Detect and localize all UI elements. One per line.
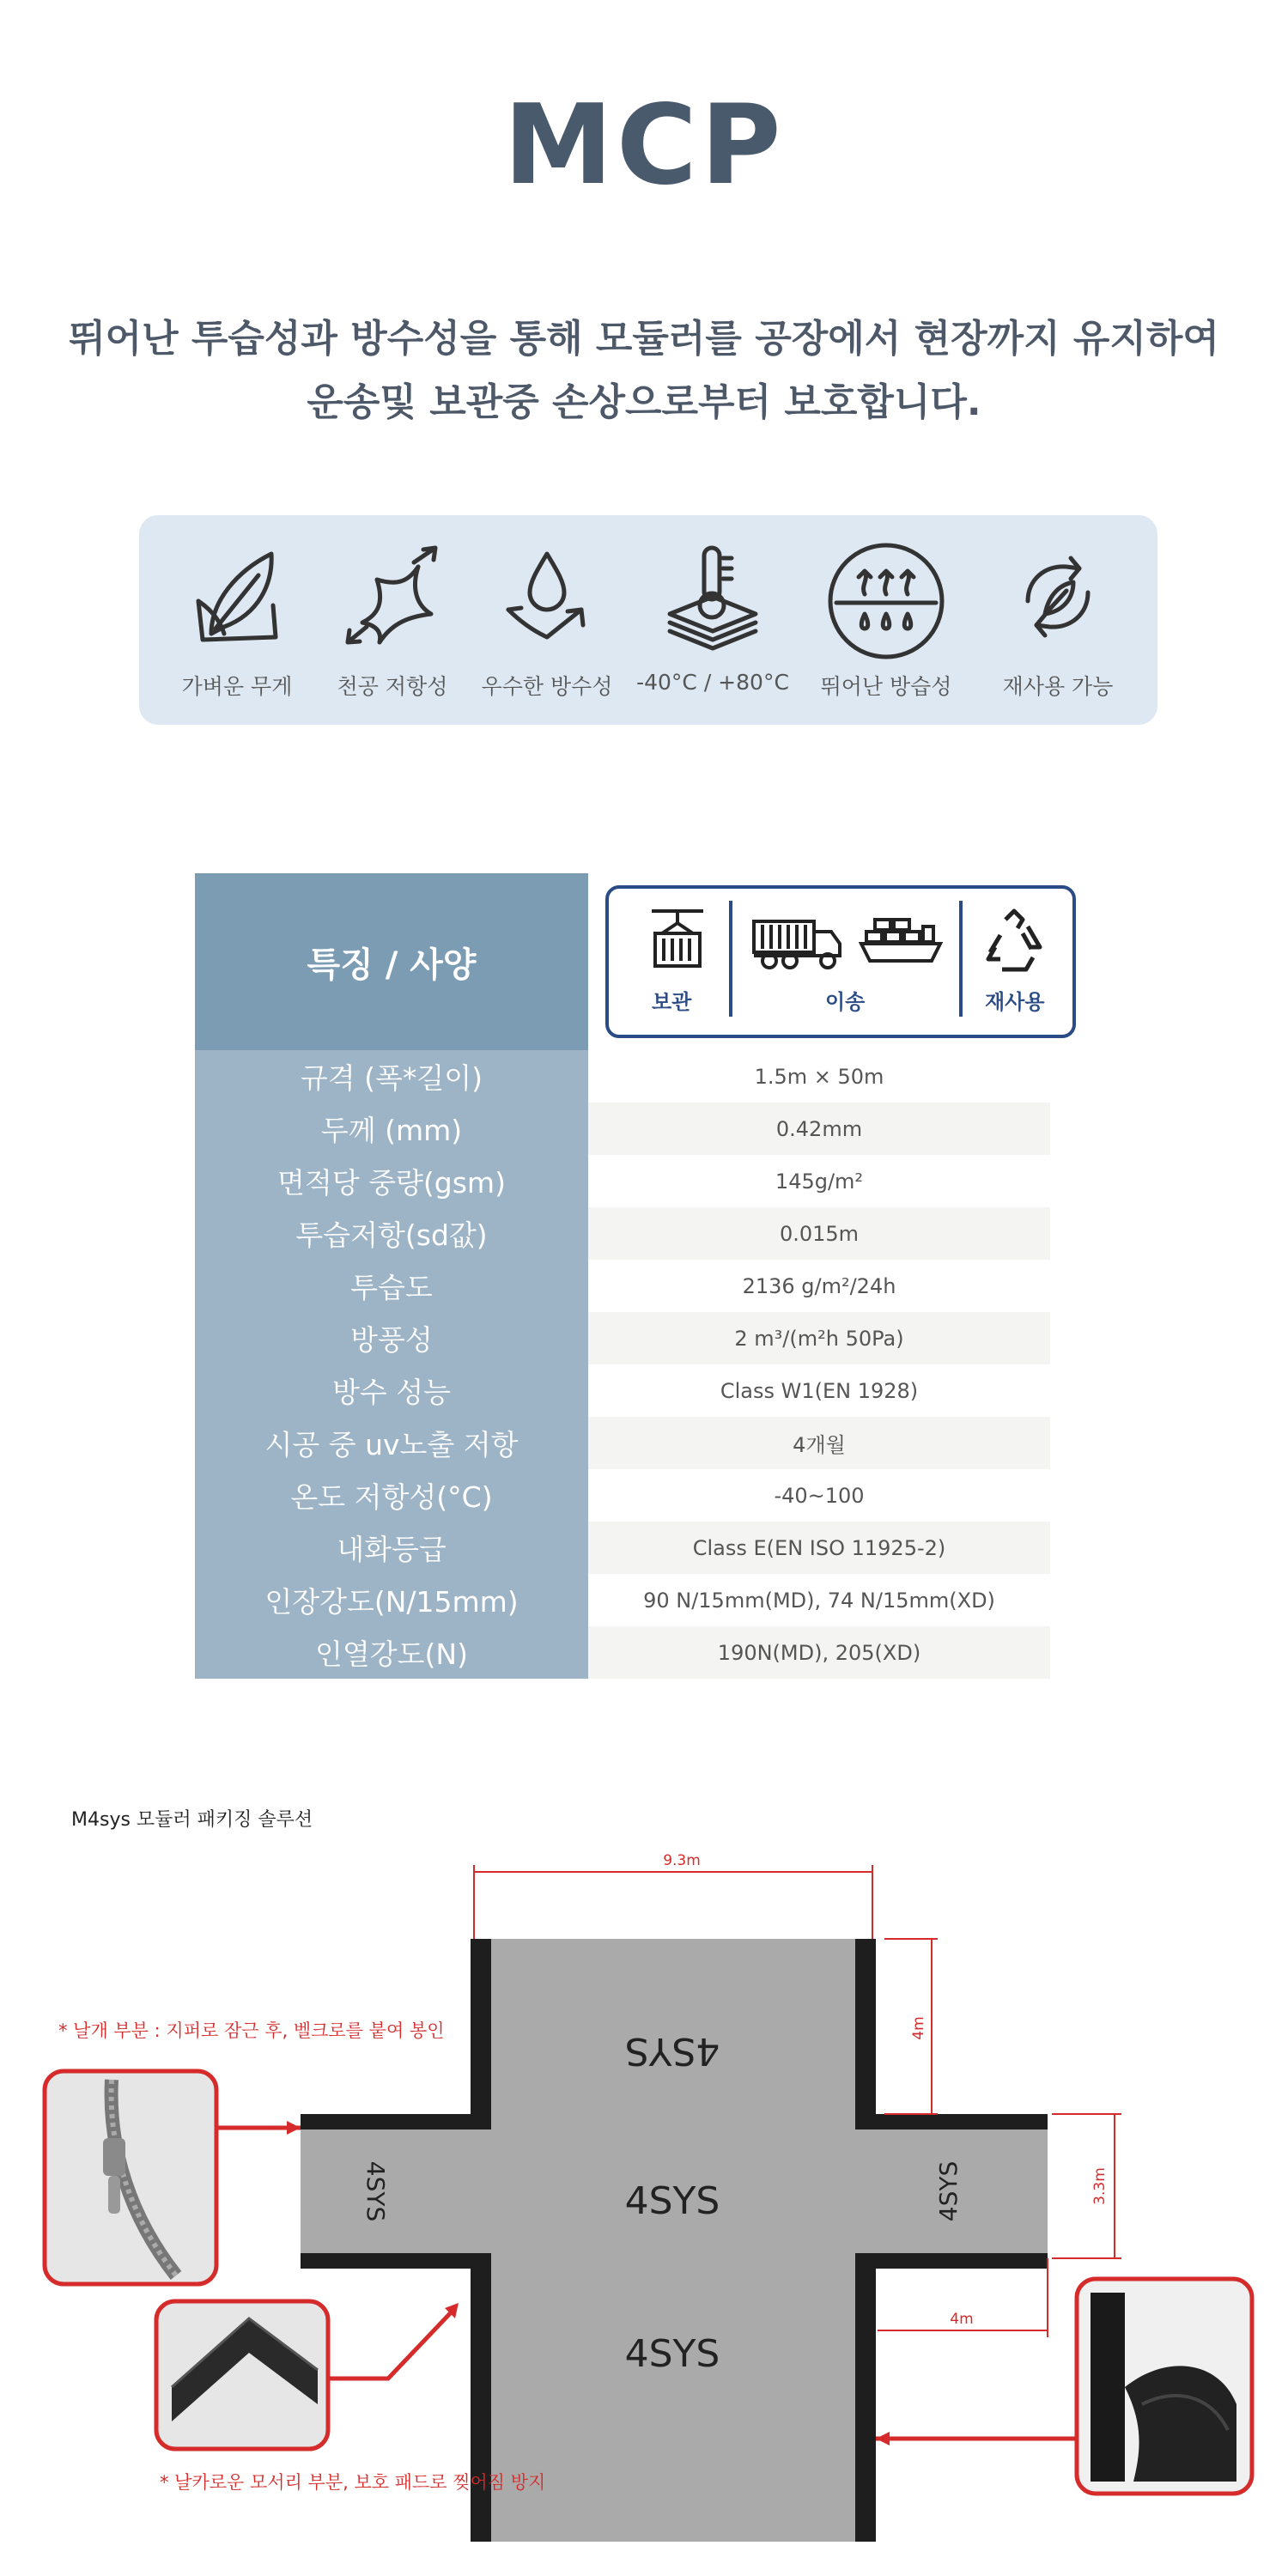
feature-label: 우수한 방수성	[481, 674, 613, 699]
spec-key: 방풍성	[195, 1312, 588, 1364]
page-title: MCP	[503, 82, 785, 210]
waterdrop-icon	[487, 541, 607, 653]
table-row	[195, 1155, 1050, 1207]
feature-reusable	[981, 541, 1135, 701]
dim-label-side-height: 3.3m	[1091, 2167, 1109, 2205]
zipper-photo	[45, 2071, 216, 2284]
usage-transport-label: 이송	[825, 990, 866, 1014]
table-row	[195, 1417, 1050, 1469]
feature-waterproof	[470, 541, 624, 701]
table-row	[195, 1050, 1050, 1103]
feature-panel	[139, 515, 1157, 725]
spec-value: 145g/m²	[588, 1155, 1050, 1207]
velcro-photo	[1077, 2279, 1252, 2494]
table-row	[195, 1522, 1050, 1574]
table-row	[195, 1469, 1050, 1522]
logo-mark-top: 4SYS	[624, 2029, 720, 2073]
spec-value: 190N(MD), 205(XD)	[588, 1626, 1050, 1679]
feature-label: -40°C / +80°C	[636, 670, 789, 695]
spec-value: 4개월	[588, 1417, 1050, 1469]
spec-value: 2136 g/m²/24h	[588, 1260, 1050, 1312]
diagram-title: M4sys 모듈러 패키징 솔루션	[71, 1809, 313, 1831]
feature-label: 뛰어난 방습성	[820, 674, 952, 699]
spec-key: 인열강도(N)	[195, 1626, 588, 1679]
table-row	[195, 1312, 1050, 1364]
arrow-head	[287, 2121, 301, 2135]
corner-pad-photo	[156, 2301, 328, 2449]
spec-value: Class W1(EN 1928)	[588, 1364, 1050, 1417]
spec-key: 투습저항(sd값)	[195, 1207, 588, 1260]
feature-label: 천공 저항성	[337, 674, 448, 699]
table-row	[195, 1364, 1050, 1417]
arrow-head	[876, 2432, 890, 2445]
spec-value: 2 m³/(m²h 50Pa)	[588, 1312, 1050, 1364]
spec-rows	[195, 1050, 1050, 1679]
spec-key: 내화등급	[195, 1522, 588, 1574]
dim-label-width: 9.3m	[663, 1852, 701, 1869]
crane-container-icon	[643, 904, 712, 973]
usage-storage-label: 보관	[652, 990, 692, 1014]
spec-key: 인장강도(N/15mm)	[195, 1574, 588, 1626]
spec-key: 온도 저항성(°C)	[195, 1469, 588, 1522]
dim-label-flap-height: 4m	[910, 2016, 927, 2040]
feature-vapor-barrier	[809, 541, 963, 701]
feature-label: 재사용 가능	[1002, 674, 1114, 699]
ship-icon	[858, 914, 944, 975]
feature-temperature	[635, 541, 790, 695]
usage-divider	[959, 901, 963, 1017]
spec-key: 면적당 중량(gsm)	[195, 1155, 588, 1207]
feather-icon	[177, 541, 297, 653]
spec-value: Class E(EN ISO 11925-2)	[588, 1522, 1050, 1574]
packaging-diagram	[0, 1838, 1288, 2576]
feature-label: 가벼운 무게	[181, 674, 293, 699]
callout-corner-text: * 날카로운 모서리 부분, 보호 패드로 찢어짐 방지	[160, 2472, 546, 2493]
truck-icon	[750, 914, 845, 975]
subtitle-line-1: 뛰어난 투습성과 방수성을 통해 모듈러를 공장에서 현장까지 유지하여	[69, 317, 1219, 361]
logo-mark-left: 4SYS	[361, 2160, 390, 2222]
spec-value: -40~100	[588, 1469, 1050, 1522]
usage-box	[605, 885, 1076, 1038]
puncture-resist-icon	[332, 541, 453, 653]
table-row	[195, 1207, 1050, 1260]
subtitle-line-2: 운송및 보관중 손상으로부터 보호합니다.	[307, 380, 981, 424]
spec-value: 1.5m × 50m	[588, 1050, 1050, 1103]
spec-key: 투습도	[195, 1260, 588, 1312]
spec-table-header: 특징 / 사양	[195, 873, 588, 1050]
thermometer-icon	[653, 541, 773, 653]
table-row	[195, 1103, 1050, 1155]
dim-label-flap-width: 4m	[950, 2311, 974, 2328]
spec-key: 시공 중 uv노출 저항	[195, 1417, 588, 1469]
table-row	[195, 1260, 1050, 1312]
logo-mark-bottom: 4SYS	[624, 2332, 720, 2376]
callout-arrow	[328, 2308, 455, 2379]
table-row	[195, 1626, 1050, 1679]
logo-mark-right: 4SYS	[934, 2160, 963, 2222]
usage-divider	[729, 901, 732, 1017]
spec-key: 규격 (폭*길이)	[195, 1050, 588, 1103]
usage-reuse-label: 재사용	[985, 990, 1045, 1014]
feature-light-weight	[160, 541, 314, 701]
recycle-triangle-icon	[980, 908, 1048, 976]
recycle-icon	[998, 541, 1118, 653]
vapor-icon	[826, 541, 946, 661]
spec-key: 두께 (mm)	[195, 1103, 588, 1155]
table-row	[195, 1574, 1050, 1626]
logo-mark-center: 4SYS	[624, 2179, 720, 2223]
feature-puncture-resistance	[315, 541, 470, 701]
spec-value: 0.42mm	[588, 1103, 1050, 1155]
spec-value: 90 N/15mm(MD), 74 N/15mm(XD)	[588, 1574, 1050, 1626]
spec-value: 0.015m	[588, 1207, 1050, 1260]
callout-zipper-text: * 날개 부분 : 지퍼로 잠근 후, 벨크로를 붙여 봉인	[58, 2020, 445, 2041]
spec-key: 방수 성능	[195, 1364, 588, 1417]
